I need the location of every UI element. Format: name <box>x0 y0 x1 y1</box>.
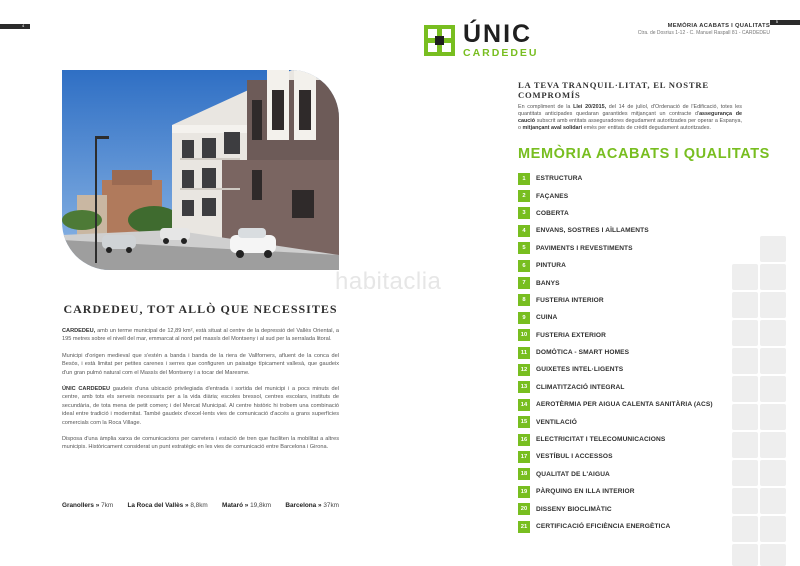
building-photo <box>62 70 339 270</box>
logo-sub-text: CARDEDEU <box>463 47 539 59</box>
distance-item: La Roca del Vallès » 8,8km <box>127 502 208 509</box>
list-item: 12 GUIXETES INTEL·LIGENTS <box>518 361 758 378</box>
list-item: 18 QUALITAT DE L'AIGUA <box>518 466 758 483</box>
page-tab <box>770 20 800 25</box>
page-number: 4 <box>22 23 25 28</box>
list-item: 17 VESTÍBUL I ACCESSOS <box>518 448 758 465</box>
list-item: 4 ENVANS, SOSTRES I AÏLLAMENTS <box>518 222 758 239</box>
header-title: MEMÒRIA ACABATS I QUALITATS <box>667 23 770 29</box>
list-item: 19 PÀRQUING EN ILLA INTERIOR <box>518 483 758 500</box>
list-item: 21 CERTIFICACIÓ EFICIÈNCIA ENERGÈTICA <box>518 518 758 535</box>
list-item: 2 FAÇANES <box>518 187 758 204</box>
decorative-pattern <box>730 236 800 566</box>
logo-main-text: ÚNIC <box>463 20 533 48</box>
section-title: MEMÒRIA ACABATS I QUALITATS <box>518 146 770 162</box>
watermark: habitaclia <box>335 268 442 295</box>
distance-item: Granollers » 7km <box>62 502 114 509</box>
list-item: 15 VENTILACIÓ <box>518 413 758 430</box>
distances <box>62 502 339 509</box>
header-meta <box>638 23 770 36</box>
commitment <box>518 80 742 132</box>
list-item: 8 FUSTERIA INTERIOR <box>518 292 758 309</box>
distance-item: Mataró » 19,8km <box>222 502 272 509</box>
paragraph: CARDEDEU, amb un terme municipal de 12,89 km², està situat al centre de la depressió del Vallès Oriental, a 195 metres sobre el nivell del mar, emmarcat al nord pel massís del Montseny i al sud per la serralada litoral. <box>62 328 339 343</box>
description <box>62 327 339 460</box>
list-item: 13 CLIMATITZACIÓ INTEGRAL <box>518 379 758 396</box>
list-item: 7 BANYS <box>518 274 758 291</box>
list-item: 20 DISSENY BIOCLIMÀTIC <box>518 500 758 517</box>
list-item: 10 FUSTERIA EXTERIOR <box>518 327 758 344</box>
header-address: Ctra. de Dosrius 1-12 - C. Manuel Raspall 81 - CARDEDEU <box>637 30 770 36</box>
logo-mark-icon <box>424 25 455 56</box>
page-number: 5 <box>775 19 778 24</box>
list-item: 11 DOMÒTICA - SMART HOMES <box>518 344 758 361</box>
list-item: 1 ESTRUCTURA <box>518 170 758 187</box>
list-item: 14 AEROTÈRMIA PER AIGUA CALENTA SANITÀRIA (ACS) <box>518 396 758 413</box>
list-item: 6 PINTURA <box>518 257 758 274</box>
right-page <box>400 0 800 566</box>
distance-item: Barcelona » 37km <box>285 502 339 509</box>
page-tab <box>0 24 30 29</box>
list-item: 9 CUINA <box>518 309 758 326</box>
paragraph: Municipi d'origen medieval que s'estén a banda i banda de la riera de Vallforners, afluent de la conca del Besòs, i està limitat per petites carenes i serres que configuren un paisatge típicament vallesà, que gaudeix d'un gran pulmó natural com el Massís del Montseny i a tocar del Maresme. <box>62 352 339 376</box>
list-item: 3 COBERTA <box>518 205 758 222</box>
commitment-text: En compliment de la Llei 20/2015, del 14 de juliol, d'Ordenació de l'Edificació, totes les quantitats anticipades quedaran garantides mitjançant un contracte d'assegurança de caució subscrit amb entitats asseguradores degudament autoritzades per operar a Espanya, o mitjançant aval solidari emès per entitats de crèdit degudament autoritzades. <box>518 104 743 131</box>
commitment-title: LA TEVA TRANQUIL·LITAT, EL NOSTRE COMPROMÍS <box>518 80 709 100</box>
logo <box>424 22 539 59</box>
page-title: CARDEDEU, TOT ALLÒ QUE NECESSITES <box>63 302 338 316</box>
paragraph: ÚNIC CARDEDEU gaudeix d'una ubicació privilegiada d'entrada i sortida del municipi i a pocs minuts del centre, amb tots els serveis necessaris per a la vida diària; escoles bressol, centres escolars, instituts de secundària, de tota mena de petit comerç i del Mercat Municipal. Al centre històric hi trobem una combinació ideal entre tradició i modernitat. També gaudeix d'excel·lents vies de comunicació d'accés a grans superfícies comercials com la Roca Village. <box>62 386 339 426</box>
qualities-list <box>518 170 758 535</box>
list-item: 16 ELECTRICITAT I TELECOMUNICACIONS <box>518 431 758 448</box>
list-item: 5 PAVIMENTS I REVESTIMENTS <box>518 240 758 257</box>
paragraph: Disposa d'una àmplia xarxa de comunicacions per carretera i estació de tren que faciliten la mobilitat a altres municipis. Històricament considerat un punt estratègic en les vies de comunicació entre Barcelona i Girona. <box>62 436 339 451</box>
